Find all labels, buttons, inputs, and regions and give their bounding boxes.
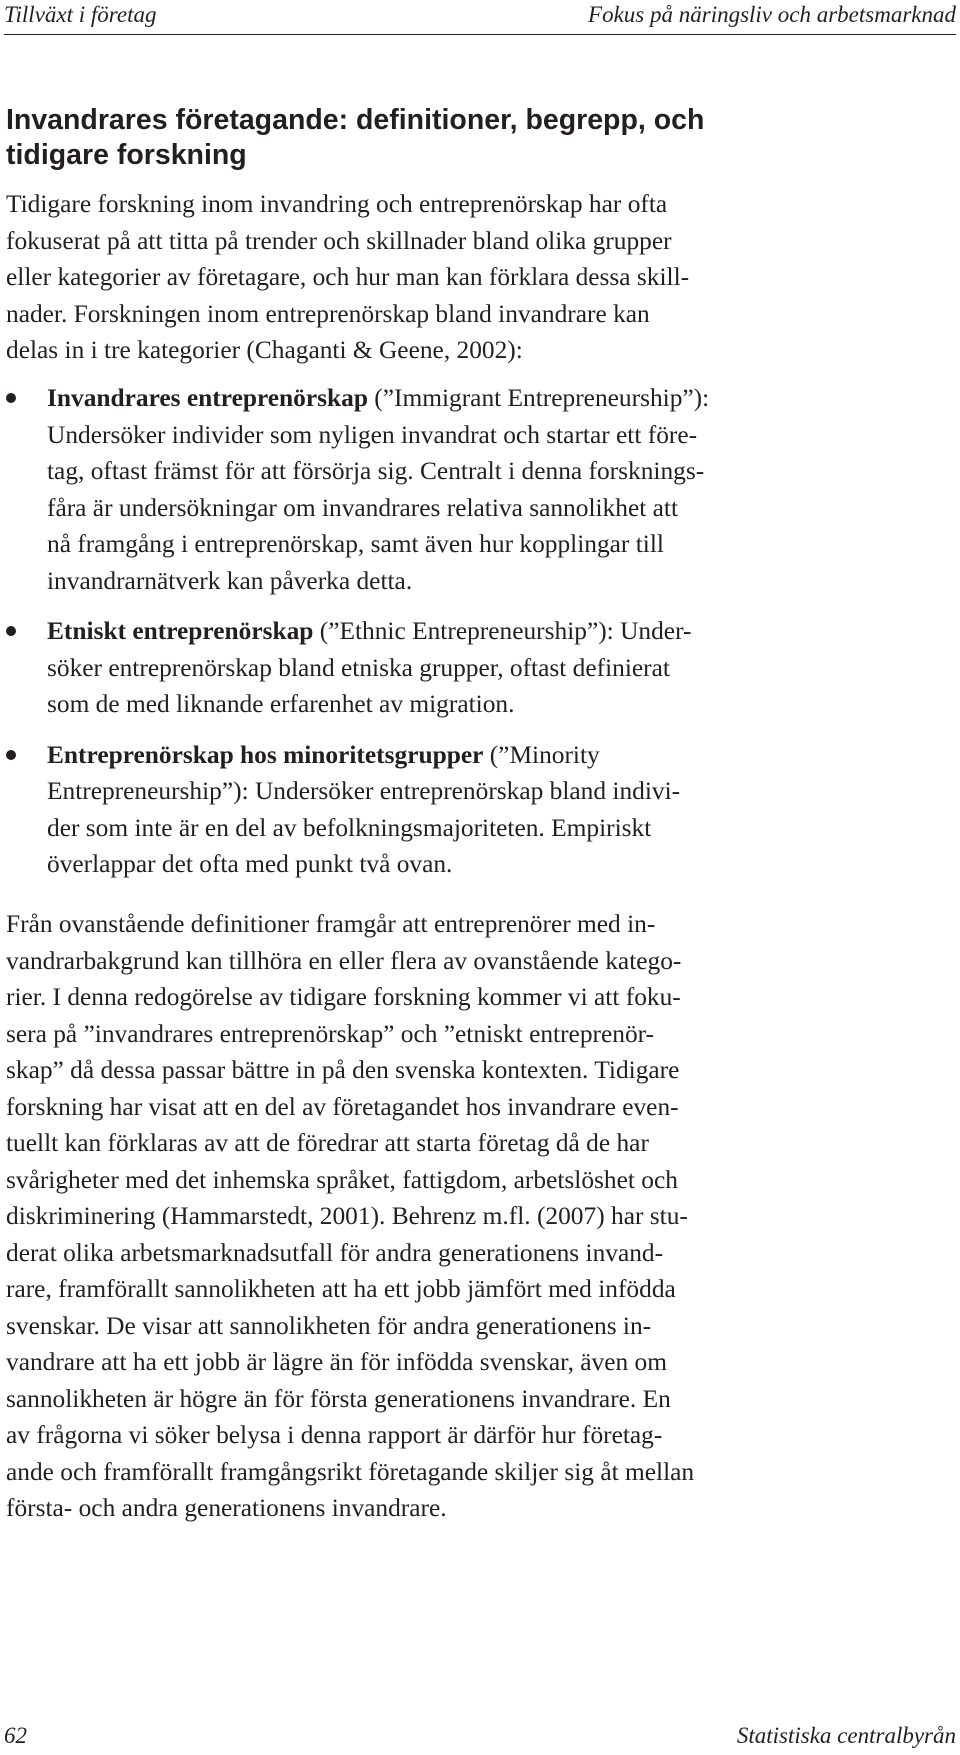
- list-item: [6, 380, 952, 599]
- category-list: [6, 380, 952, 897]
- bullet-icon: [6, 393, 16, 403]
- closing-paragraph: Från ovanstående definitioner framgår att entreprenörer med in- vandrarbakgrund kan tillhöra en eller flera av ovanstående katego- rier. I denna redogörelse av tidigare forskning kommer vi att foku- sera på ”invandrares entreprenörskap” och ”etniskt entreprenör- skap” då dessa passar bättre in på den svenska kontexten. Tidigare forskning har visat att en del av företagandet hos invandrare even- tuellt kan förklaras av att de föredrar att starta företag då de har svårigheter med det inhemska språket, fattigdom, arbetslöshet och diskriminering (Hammarstedt, 2001). Behrenz m.fl. (2007) har stu- derat olika arbetsmarknadsutfall för andra generationens invand- rare, framförallt sannolikheten att ha ett jobb jämfört med infödda svenskar. De visar att sannolikheten för andra generationens in- vandrare att ha ett jobb är lägre än för infödda svenskar, även om sannolikheten är högre än för första generationens invandrare. En av frågorna vi söker belysa i denna rapport är därför hur företag- ande och framförallt framgångsrikt företagande skiljer sig åt mellan första- och andra generationens invandrare.: [6, 910, 695, 1522]
- list-item-text: (”Immigrant Entrepreneurship”): Undersöker individer som nyligen invandrat och startar ett före- tag, oftast främst för att försörja sig. Centralt i denna forsknings- fåra är undersökningar om invandrares relativa sannolikhet att nå framgång i entreprenörskap, samt även hur kopplingar till invandrarnätverk kan påverka detta.: [47, 384, 710, 595]
- running-header: [4, 0, 956, 35]
- list-item: [6, 737, 952, 883]
- list-item-text: (”Ethnic Entrepreneurship”): Under- söker entreprenörskap bland etniska grupper, oftast definierat som de med liknande erfarenhet av migration.: [47, 617, 692, 718]
- bullet-icon: [6, 626, 16, 636]
- list-item-text: (”Minority Entrepreneurship”): Undersöker entreprenörskap bland indivi- der som inte är en del av befolkningsmajoriteten. Empiriskt överlappar det ofta med punkt två ovan.: [47, 740, 681, 878]
- list-item-term: Invandrares entreprenörskap: [47, 384, 368, 412]
- publisher-name: Statistiska centralbyrån: [736, 1723, 956, 1748]
- intro-paragraph: Tidigare forskning inom invandring och entreprenörskap har ofta fokuserat på att titta på trender och skillnader bland olika grupper eller kategorier av företagare, och hur man kan förklara dessa skill- nader. Forskningen inom entreprenörskap bland invandrare kan delas in i tre kategorier (Chaganti & Geene, 2002):: [6, 190, 690, 364]
- page-number: 62: [4, 1723, 27, 1748]
- section-topic: Fokus på näringsliv och arbetsmarknad: [588, 2, 956, 27]
- list-item-term: Etniskt entreprenörskap: [47, 617, 314, 645]
- list-item-term: Entreprenörskap hos minoritetsgrupper: [47, 740, 484, 769]
- publication-title: Tillväxt i företag: [4, 2, 157, 27]
- list-item: [6, 613, 952, 723]
- running-footer: [4, 1715, 956, 1755]
- bullet-icon: [6, 750, 16, 760]
- section-title: Invandrares företagande: definitioner, begrepp, och tidigare forskning: [6, 104, 705, 171]
